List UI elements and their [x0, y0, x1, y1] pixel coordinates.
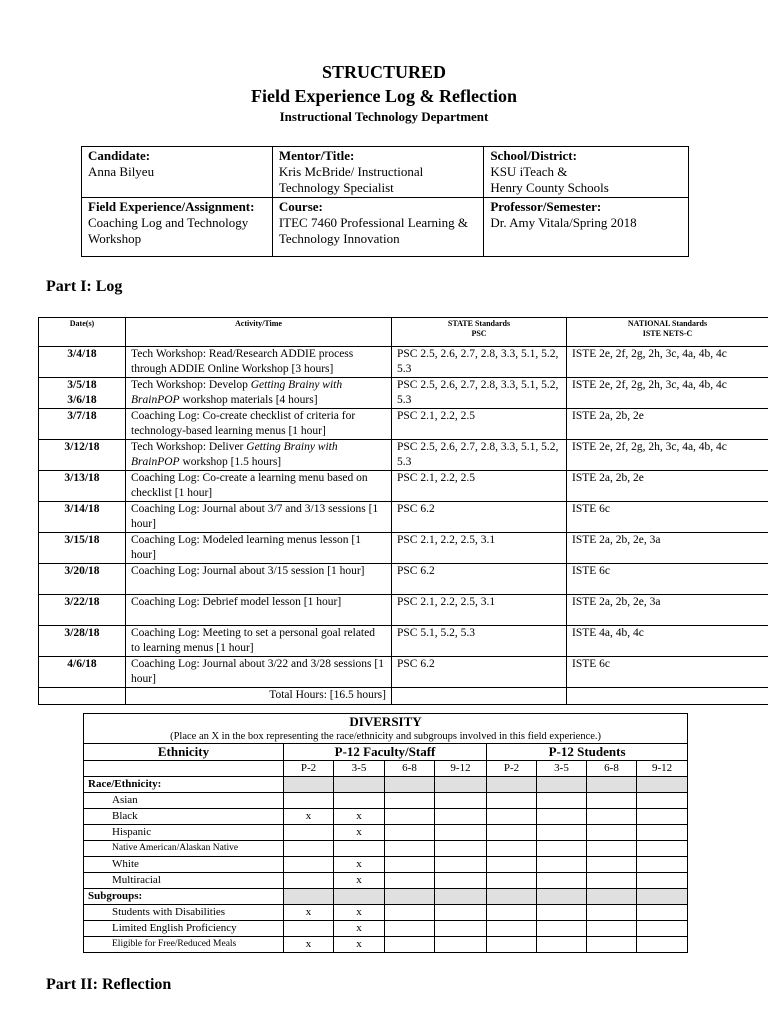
diversity-mark-cell — [435, 873, 487, 889]
diversity-mark-cell — [487, 857, 537, 873]
shaded-cell — [435, 777, 487, 793]
log-row — [39, 626, 768, 657]
diversity-mark-cell — [537, 825, 587, 841]
log-total-hours: Total Hours: [16.5 hours] — [126, 688, 392, 705]
log-activity-text: Coaching Log: Journal about 3/15 session [1 hour] — [131, 565, 365, 577]
diversity-mark-cell — [637, 921, 688, 937]
diversity-mark-cell — [587, 937, 637, 953]
diversity-mark-cell: x — [284, 809, 334, 825]
log-activity-text-end: workshop [1.5 hours] — [179, 456, 282, 468]
grade-header: P-2 — [284, 761, 334, 777]
log-state-standards: PSC 6.2 — [392, 657, 567, 688]
diversity-mark-cell — [284, 841, 334, 857]
course-cell — [272, 198, 484, 257]
log-national-standards: ISTE 2a, 2b, 2e — [567, 409, 768, 440]
diversity-mark-cell — [637, 873, 688, 889]
log-table — [38, 317, 768, 705]
diversity-title: DIVERSITY — [84, 714, 688, 731]
mentor-value: Kris McBride/ Instructional Technology Specialist — [278, 164, 424, 195]
diversity-row-label: Eligible for Free/Reduced Meals — [84, 937, 284, 953]
log-date: 3/5/18 3/6/18 — [39, 378, 126, 409]
diversity-mark-cell — [435, 921, 487, 937]
document-title-line1: STRUCTURED — [321, 62, 447, 82]
grade-header: 3-5 — [537, 761, 587, 777]
log-activity — [126, 440, 392, 471]
log-activity — [126, 564, 392, 595]
faculty-header: P-12 Faculty/Staff — [284, 744, 487, 761]
log-row — [39, 533, 768, 564]
diversity-row — [84, 905, 688, 921]
diversity-row-label: Students with Disabilities — [84, 905, 284, 921]
log-activity-text: Coaching Log: Journal about 3/7 and 3/13 sessions [1 hour] — [131, 503, 379, 530]
log-header-state — [392, 318, 567, 347]
log-header-state-line2: PSC — [471, 329, 487, 338]
log-date: 3/4/18 — [39, 347, 126, 378]
log-row — [39, 502, 768, 533]
log-row — [39, 657, 768, 688]
diversity-row-label: Asian — [84, 793, 284, 809]
course-label: Course: — [278, 199, 323, 214]
diversity-mark-cell — [637, 825, 688, 841]
assignment-value: Coaching Log and Technology Workshop — [88, 215, 249, 246]
log-row — [39, 409, 768, 440]
log-state-standards: PSC 6.2 — [392, 564, 567, 595]
shaded-cell — [385, 889, 435, 905]
diversity-mark-cell — [435, 841, 487, 857]
diversity-row — [84, 857, 688, 873]
log-header-state-line1: STATE Standards — [447, 319, 511, 328]
diversity-mark-cell — [435, 857, 487, 873]
grade-header: 6-8 — [385, 761, 435, 777]
log-activity — [126, 378, 392, 409]
diversity-mark-cell — [284, 857, 334, 873]
log-activity — [126, 595, 392, 626]
log-state-standards: PSC 2.5, 2.6, 2.7, 2.8, 3.3, 5.1, 5.2, 5.3 — [392, 440, 567, 471]
diversity-mark-cell — [537, 921, 587, 937]
shaded-cell — [587, 889, 637, 905]
school-value-line1: KSU iTeach & — [490, 164, 568, 179]
diversity-mark-cell — [587, 841, 637, 857]
diversity-mark-cell — [537, 905, 587, 921]
log-header-date: Date(s) — [39, 318, 126, 347]
diversity-mark-cell — [385, 809, 435, 825]
grade-header: 9-12 — [435, 761, 487, 777]
diversity-mark-cell — [435, 809, 487, 825]
log-row — [39, 595, 768, 626]
log-activity-title: Getting Brainy with BrainPOP — [131, 379, 343, 406]
log-activity — [126, 626, 392, 657]
diversity-mark-cell — [487, 809, 537, 825]
shaded-cell — [284, 889, 334, 905]
log-national-standards: ISTE 2a, 2b, 2e, 3a — [567, 595, 768, 626]
diversity-mark-cell — [537, 809, 587, 825]
log-date: 3/12/18 — [39, 440, 126, 471]
diversity-row — [84, 825, 688, 841]
diversity-row-label: White — [84, 857, 284, 873]
subgroups-section-label: Subgroups: — [84, 889, 284, 905]
diversity-mark-cell — [587, 873, 637, 889]
diversity-mark-cell — [637, 793, 688, 809]
log-header-national-line2: ISTE NETS-C — [642, 329, 693, 338]
assignment-cell — [82, 198, 273, 257]
diversity-mark-cell: x — [334, 921, 385, 937]
log-activity — [126, 502, 392, 533]
diversity-mark-cell — [435, 905, 487, 921]
log-national-standards: ISTE 2a, 2b, 2e — [567, 471, 768, 502]
diversity-mark-cell — [487, 841, 537, 857]
log-national-standards: ISTE 6c — [567, 502, 768, 533]
candidate-cell — [82, 147, 273, 198]
diversity-table — [83, 713, 688, 953]
diversity-mark-cell — [587, 809, 637, 825]
log-activity-text: Coaching Log: Meeting to set a personal goal related to learning menus [1 hour] — [131, 627, 375, 654]
school-value-line2: Henry County Schools — [490, 180, 609, 195]
shaded-cell — [637, 777, 688, 793]
part2-heading: Part II: Reflection — [46, 976, 172, 993]
mentor-label: Mentor/Title: — [278, 148, 355, 163]
log-national-standards: ISTE 6c — [567, 564, 768, 595]
log-activity — [126, 533, 392, 564]
log-total-row — [39, 688, 768, 705]
shaded-cell — [334, 777, 385, 793]
grade-header: 9-12 — [637, 761, 688, 777]
shaded-cell — [284, 777, 334, 793]
diversity-mark-cell — [587, 857, 637, 873]
diversity-mark-cell — [637, 841, 688, 857]
log-activity-text: Tech Workshop: Read/Research ADDIE process through ADDIE Online Workshop [3 hours] — [131, 348, 354, 375]
log-row — [39, 564, 768, 595]
log-activity — [126, 657, 392, 688]
diversity-mark-cell: x — [284, 937, 334, 953]
diversity-mark-cell — [537, 857, 587, 873]
diversity-mark-cell: x — [284, 905, 334, 921]
shaded-cell — [334, 889, 385, 905]
diversity-mark-cell — [487, 921, 537, 937]
diversity-mark-cell — [487, 937, 537, 953]
grade-header: 3-5 — [334, 761, 385, 777]
shaded-cell — [637, 889, 688, 905]
log-activity-title: Getting Brainy with BrainPOP — [131, 441, 338, 468]
diversity-mark-cell — [385, 937, 435, 953]
log-activity-text: Tech Workshop: Deliver — [131, 441, 247, 453]
diversity-mark-cell — [487, 825, 537, 841]
diversity-row-label: Native American/Alaskan Native — [84, 841, 284, 857]
race-section-row — [84, 777, 688, 793]
log-header-national — [567, 318, 768, 347]
log-state-standards: PSC 2.1, 2.2, 2.5, 3.1 — [392, 595, 567, 626]
course-value: ITEC 7460 Professional Learning & Technology Innovation — [278, 215, 468, 246]
diversity-row — [84, 921, 688, 937]
shaded-cell — [487, 889, 537, 905]
diversity-mark-cell — [487, 905, 537, 921]
log-row — [39, 471, 768, 502]
diversity-mark-cell — [487, 793, 537, 809]
log-state-standards: PSC 5.1, 5.2, 5.3 — [392, 626, 567, 657]
diversity-mark-cell — [537, 873, 587, 889]
school-cell — [484, 147, 689, 198]
diversity-row — [84, 809, 688, 825]
diversity-mark-cell — [284, 873, 334, 889]
diversity-mark-cell — [587, 905, 637, 921]
log-national-standards: ISTE 2e, 2f, 2g, 2h, 3c, 4a, 4b, 4c — [567, 378, 768, 409]
log-activity — [126, 347, 392, 378]
race-section-label: Race/Ethnicity: — [84, 777, 284, 793]
log-total-blank — [39, 688, 126, 705]
department-name: Instructional Technology Department — [279, 109, 489, 124]
log-activity-text: Coaching Log: Debrief model lesson [1 hour] — [131, 596, 342, 608]
log-state-standards: PSC 2.1, 2.2, 2.5 — [392, 471, 567, 502]
grade-header: 6-8 — [587, 761, 637, 777]
students-header: P-12 Students — [487, 744, 688, 761]
log-date: 4/6/18 — [39, 657, 126, 688]
shaded-cell — [435, 889, 487, 905]
log-activity-text-end: workshop materials [4 hours] — [179, 394, 318, 406]
diversity-mark-cell — [637, 937, 688, 953]
diversity-mark-cell — [284, 793, 334, 809]
log-total-blank — [567, 688, 768, 705]
assignment-label: Field Experience/Assignment: — [88, 199, 255, 214]
log-national-standards: ISTE 2e, 2f, 2g, 2h, 3c, 4a, 4b, 4c — [567, 440, 768, 471]
diversity-mark-cell — [385, 841, 435, 857]
shaded-cell — [537, 889, 587, 905]
diversity-mark-cell — [537, 793, 587, 809]
diversity-mark-cell — [284, 921, 334, 937]
grade-header: P-2 — [487, 761, 537, 777]
diversity-row-label: Hispanic — [84, 825, 284, 841]
diversity-mark-cell: x — [334, 937, 385, 953]
diversity-mark-cell: x — [334, 905, 385, 921]
shaded-cell — [385, 777, 435, 793]
diversity-mark-cell — [385, 921, 435, 937]
log-total-blank — [392, 688, 567, 705]
log-activity-text: Coaching Log: Co-create a learning menu based on checklist [1 hour] — [131, 472, 368, 499]
log-date: 3/14/18 — [39, 502, 126, 533]
diversity-instruction: (Place an X in the box representing the race/ethnicity and subgroups involved in this field experience.) — [84, 730, 688, 744]
candidate-label: Candidate: — [88, 148, 151, 163]
log-date: 3/15/18 — [39, 533, 126, 564]
diversity-row — [84, 841, 688, 857]
professor-label: Professor/Semester: — [490, 199, 602, 214]
professor-cell — [484, 198, 689, 257]
diversity-mark-cell — [385, 793, 435, 809]
log-state-standards: PSC 6.2 — [392, 502, 567, 533]
diversity-mark-cell — [637, 857, 688, 873]
log-row — [39, 347, 768, 378]
diversity-mark-cell — [435, 825, 487, 841]
log-activity — [126, 409, 392, 440]
diversity-mark-cell — [284, 825, 334, 841]
diversity-row — [84, 793, 688, 809]
mentor-cell — [272, 147, 484, 198]
ethnicity-header: Ethnicity — [84, 744, 284, 761]
diversity-mark-cell — [334, 793, 385, 809]
diversity-mark-cell: x — [334, 825, 385, 841]
log-row — [39, 378, 768, 409]
diversity-mark-cell — [334, 841, 385, 857]
diversity-row-label: Black — [84, 809, 284, 825]
log-activity-text: Coaching Log: Modeled learning menus lesson [1 hour] — [131, 534, 361, 561]
log-activity-text: Coaching Log: Journal about 3/22 and 3/28 sessions [1 hour] — [131, 658, 384, 685]
subgroups-section-row — [84, 889, 688, 905]
log-activity-text: Coaching Log: Co-create checklist of criteria for technology-based learning menus [1 hour] — [131, 410, 356, 437]
diversity-mark-cell — [637, 905, 688, 921]
log-national-standards: ISTE 2a, 2b, 2e, 3a — [567, 533, 768, 564]
log-state-standards: PSC 2.1, 2.2, 2.5, 3.1 — [392, 533, 567, 564]
diversity-row-label: Limited English Proficiency — [84, 921, 284, 937]
diversity-mark-cell — [385, 873, 435, 889]
part1-heading: Part I: Log — [46, 278, 123, 295]
diversity-mark-cell — [385, 825, 435, 841]
diversity-mark-cell — [587, 793, 637, 809]
log-row — [39, 440, 768, 471]
log-national-standards: ISTE 4a, 4b, 4c — [567, 626, 768, 657]
diversity-mark-cell — [435, 937, 487, 953]
diversity-mark-cell — [385, 905, 435, 921]
log-header-activity: Activity/Time — [126, 318, 392, 347]
log-national-standards: ISTE 6c — [567, 657, 768, 688]
log-date: 3/20/18 — [39, 564, 126, 595]
diversity-row — [84, 937, 688, 953]
shaded-cell — [487, 777, 537, 793]
professor-value: Dr. Amy Vitala/Spring 2018 — [490, 215, 637, 230]
diversity-row-label: Multiracial — [84, 873, 284, 889]
log-state-standards: PSC 2.5, 2.6, 2.7, 2.8, 3.3, 5.1, 5.2, 5.3 — [392, 347, 567, 378]
diversity-mark-cell — [637, 809, 688, 825]
diversity-mark-cell — [587, 921, 637, 937]
log-date: 3/22/18 — [39, 595, 126, 626]
diversity-mark-cell: x — [334, 857, 385, 873]
grade-row-blank — [84, 761, 284, 777]
log-date: 3/28/18 — [39, 626, 126, 657]
diversity-mark-cell — [385, 857, 435, 873]
shaded-cell — [537, 777, 587, 793]
log-date: 3/7/18 — [39, 409, 126, 440]
log-state-standards: PSC 2.5, 2.6, 2.7, 2.8, 3.3, 5.1, 5.2, 5.3 — [392, 378, 567, 409]
candidate-value: Anna Bilyeu — [88, 164, 155, 179]
log-activity — [126, 471, 392, 502]
document-title-line2: Field Experience Log & Reflection — [251, 86, 517, 106]
school-label: School/District: — [490, 148, 577, 163]
diversity-mark-cell — [487, 873, 537, 889]
diversity-mark-cell — [587, 825, 637, 841]
diversity-row — [84, 873, 688, 889]
log-date: 3/13/18 — [39, 471, 126, 502]
shaded-cell — [587, 777, 637, 793]
info-table — [81, 146, 689, 257]
diversity-mark-cell: x — [334, 809, 385, 825]
log-activity-text: Tech Workshop: Develop — [131, 379, 251, 391]
diversity-mark-cell — [537, 841, 587, 857]
diversity-mark-cell — [435, 793, 487, 809]
log-header-national-line1: NATIONAL Standards — [627, 319, 708, 328]
log-national-standards: ISTE 2e, 2f, 2g, 2h, 3c, 4a, 4b, 4c — [567, 347, 768, 378]
log-state-standards: PSC 2.1, 2.2, 2.5 — [392, 409, 567, 440]
diversity-mark-cell — [537, 937, 587, 953]
diversity-mark-cell: x — [334, 873, 385, 889]
